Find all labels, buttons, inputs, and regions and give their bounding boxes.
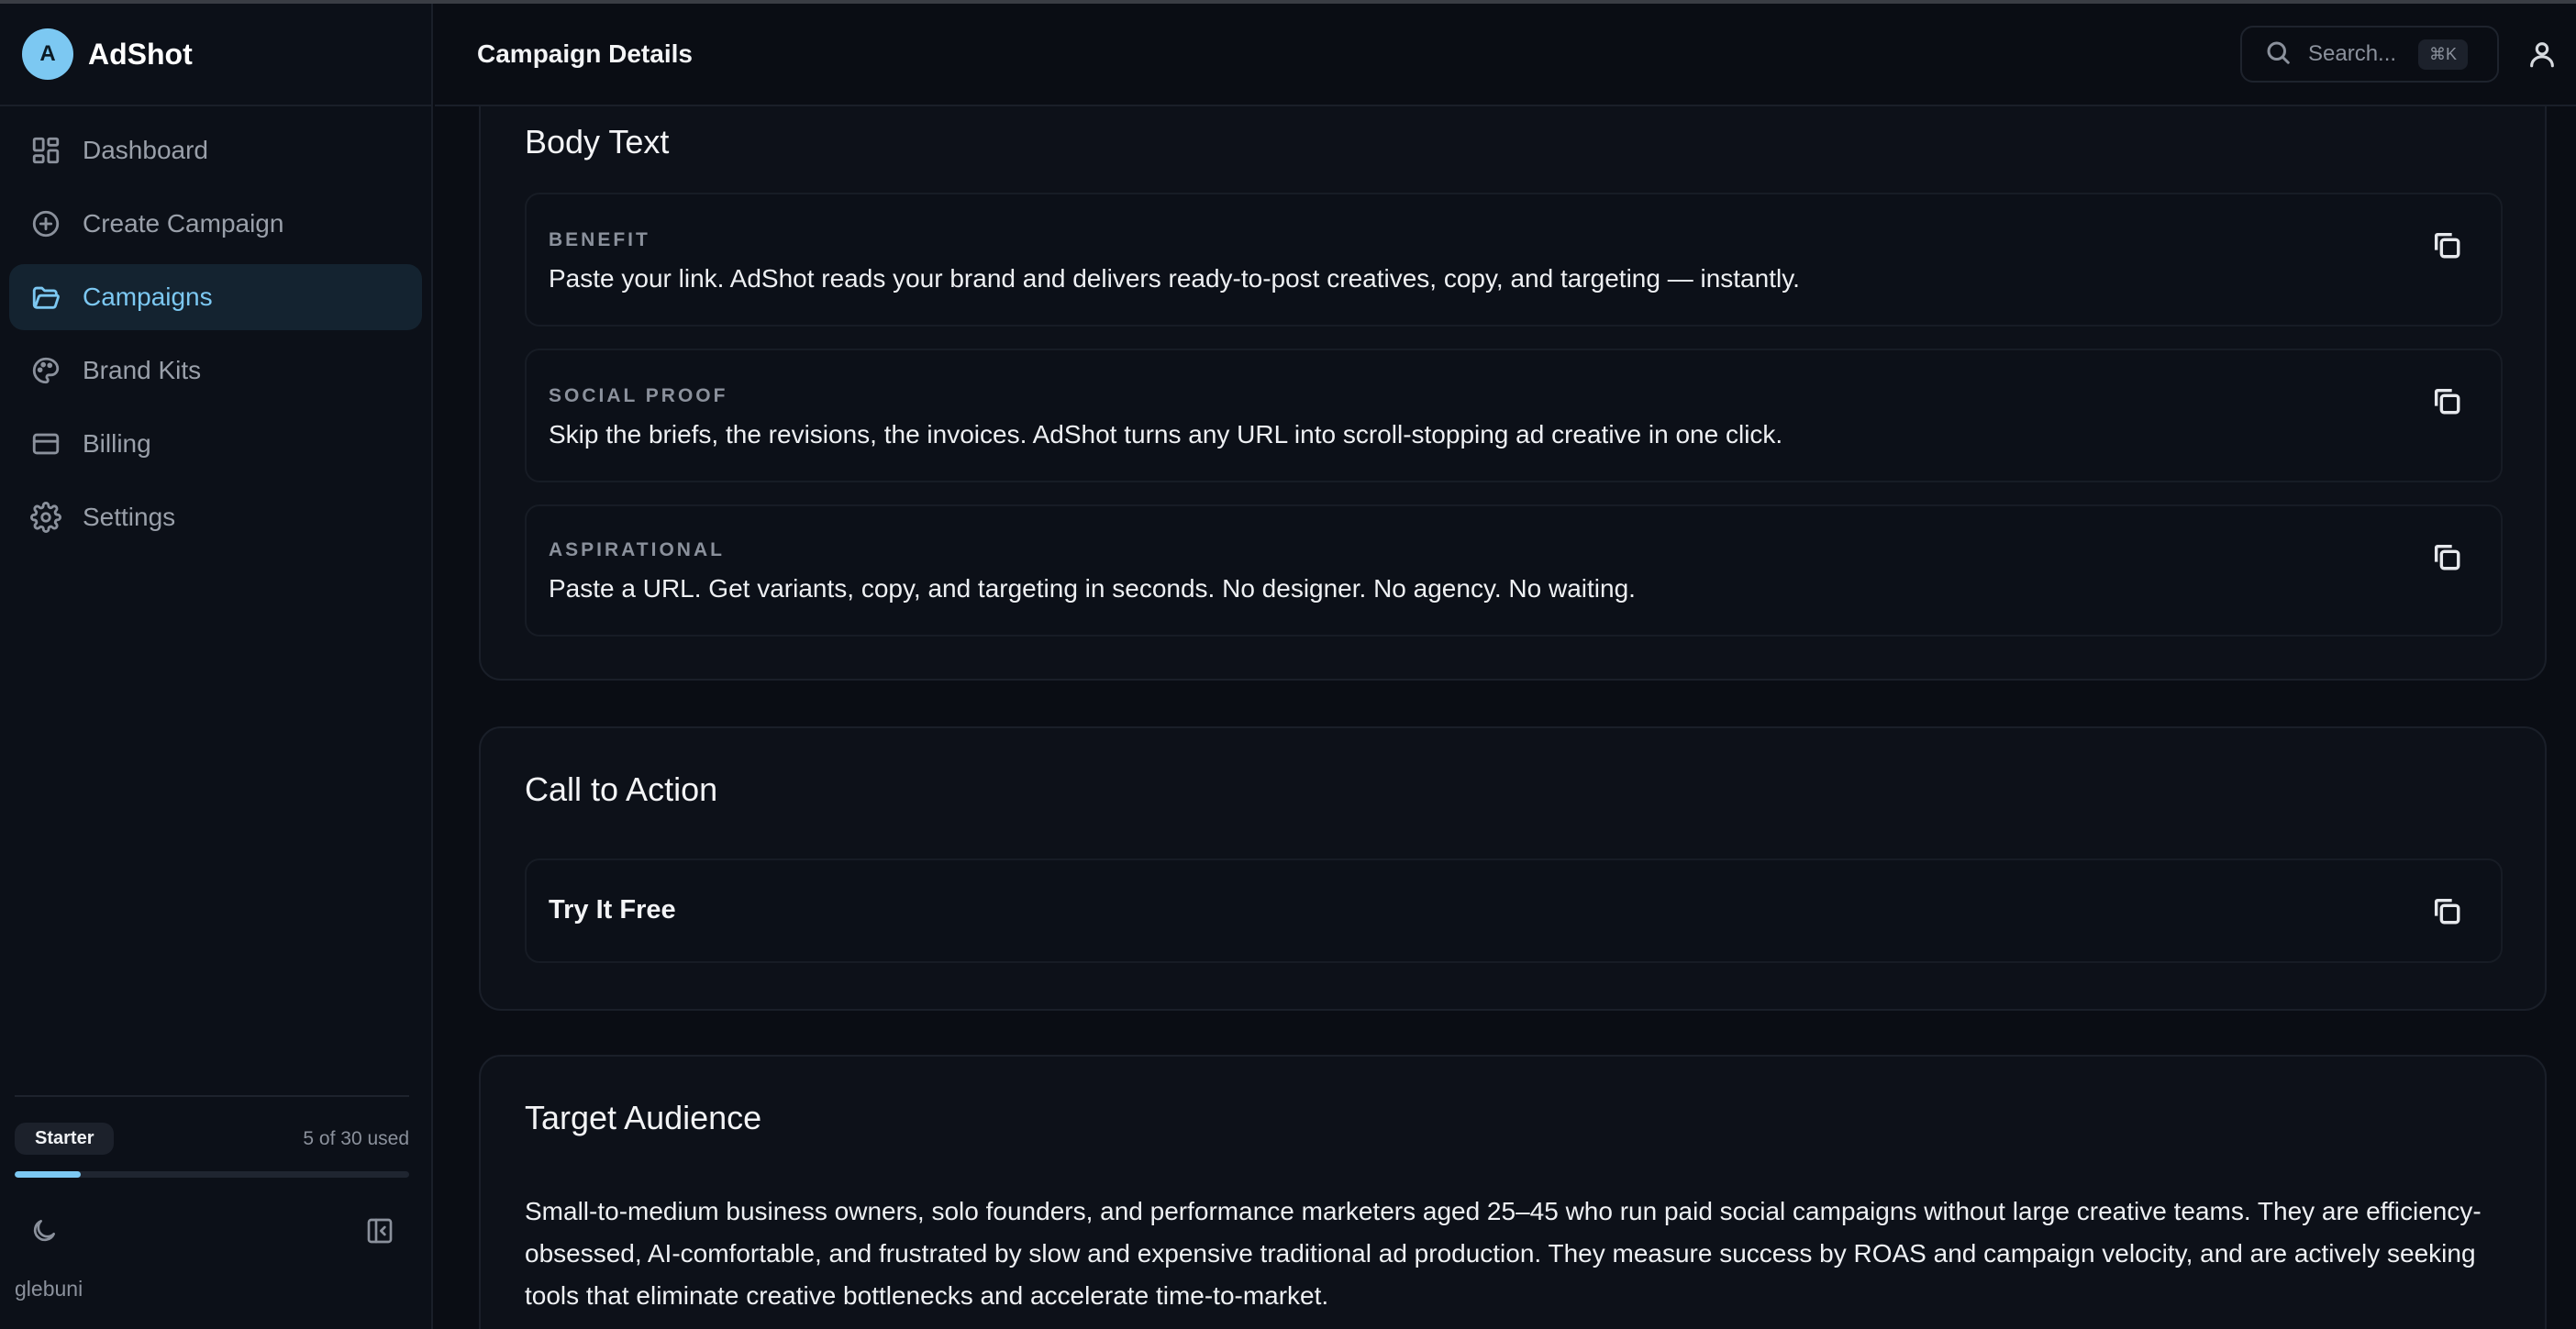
username[interactable]: glebuni	[15, 1277, 83, 1301]
plan-usage-progress	[15, 1171, 409, 1178]
folder-icon	[29, 281, 62, 314]
call-to-action-title: Call to Action	[525, 770, 718, 808]
plan-usage-panel	[15, 1095, 409, 1250]
copy-icon[interactable]	[2431, 385, 2464, 418]
dashboard-icon	[29, 134, 62, 167]
gear-icon	[29, 501, 62, 534]
brand-header[interactable]	[0, 4, 431, 106]
plan-badge: Starter	[15, 1123, 114, 1155]
sidebar-item-label: Campaigns	[83, 282, 213, 311]
target-audience-card	[479, 1055, 2547, 1329]
sidebar-item-billing[interactable]	[9, 411, 422, 477]
sidebar-item-campaigns[interactable]	[9, 264, 422, 330]
body-text-item-aspirational	[525, 504, 2503, 637]
brand-avatar: A	[22, 28, 73, 80]
sidebar-nav	[0, 106, 431, 550]
brand-name: AdShot	[88, 37, 193, 71]
body-text-item-text: Paste your link. AdShot reads your brand and delivers ready-to-post creatives, copy, and targeting — instantly.	[549, 264, 1800, 293]
palette-icon	[29, 354, 62, 387]
body-text-item-label: SOCIAL PROOF	[549, 385, 728, 406]
main-content	[435, 106, 2576, 1329]
body-text-item-text: Paste a URL. Get variants, copy, and targeting in seconds. No designer. No agency. No waiting.	[549, 574, 1636, 603]
sidebar-item-dashboard[interactable]	[9, 117, 422, 183]
credit-card-icon	[29, 427, 62, 460]
sidebar-item-label: Dashboard	[83, 136, 208, 164]
search-shortcut-badge: ⌘K	[2418, 39, 2468, 70]
body-text-item-label: ASPIRATIONAL	[549, 539, 725, 560]
sidebar	[0, 4, 433, 1329]
top-bar	[435, 4, 2576, 106]
copy-icon[interactable]	[2431, 895, 2464, 928]
plus-circle-icon	[29, 207, 62, 240]
sidebar-item-label: Settings	[83, 503, 176, 531]
search-icon	[2264, 39, 2292, 71]
target-audience-text: Small-to-medium business owners, solo founders, and performance marketers aged 25–45 who run paid social campaigns without large creative teams. They are efficiency-obsessed, AI-comfortable, and frustrated by slow and expensive traditional ad production. They measure success by ROAS and campaign velocity, and are actively seeking tools that eliminate creative bottlenecks and accelerate time-to-market.	[525, 1197, 2482, 1310]
search-placeholder: Search...	[2308, 41, 2397, 66]
page-title: Campaign Details	[477, 39, 693, 68]
sidebar-item-label: Brand Kits	[83, 356, 202, 384]
sidebar-item-settings[interactable]	[9, 484, 422, 550]
copy-icon[interactable]	[2431, 541, 2464, 574]
call-to-action-card	[479, 726, 2547, 1011]
collapse-sidebar-icon[interactable]	[365, 1216, 394, 1250]
copy-icon[interactable]	[2431, 229, 2464, 262]
sidebar-item-label: Billing	[83, 429, 151, 458]
user-icon[interactable]	[2526, 39, 2558, 70]
search-input[interactable]	[2240, 26, 2499, 83]
body-text-item-text: Skip the briefs, the revisions, the invoices. AdShot turns any URL into scroll-stopping ad creative in one click.	[549, 420, 1783, 449]
body-text-card	[479, 106, 2547, 681]
sidebar-item-label: Create Campaign	[83, 209, 284, 238]
cta-item	[525, 858, 2503, 963]
plan-usage-text: 5 of 30 used	[303, 1127, 409, 1149]
moon-icon[interactable]	[29, 1216, 59, 1250]
body-text-item-benefit	[525, 193, 2503, 327]
sidebar-item-brand-kits[interactable]	[9, 338, 422, 404]
sidebar-item-create-campaign[interactable]	[9, 191, 422, 257]
body-text-item-social-proof	[525, 349, 2503, 482]
cta-text: Try It Free	[549, 895, 676, 925]
plan-usage-progress-fill	[15, 1171, 81, 1178]
body-text-item-label: BENEFIT	[549, 229, 650, 250]
target-audience-title: Target Audience	[525, 1099, 762, 1136]
body-text-title: Body Text	[525, 123, 670, 161]
